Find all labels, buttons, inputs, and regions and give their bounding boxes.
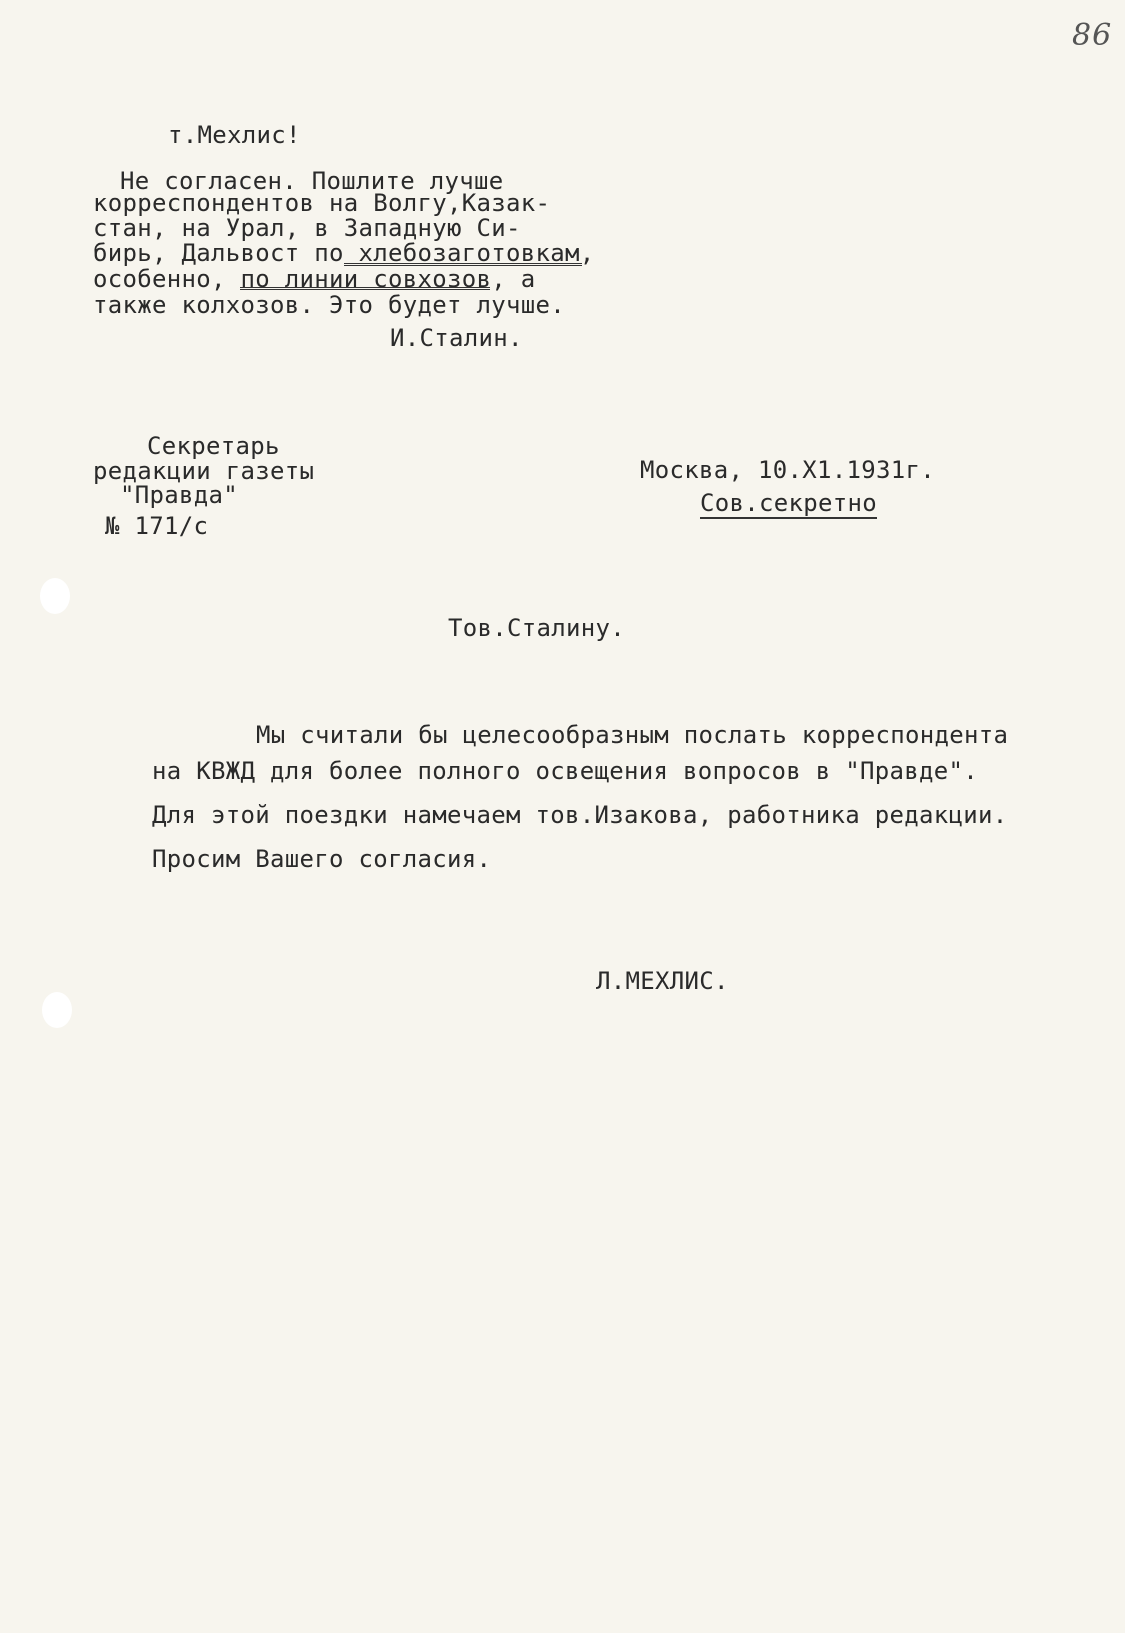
resolution-line-6: также колхозов. Это будет лучше. <box>93 291 565 319</box>
body-line-4: Просим Вашего согласия. <box>152 845 492 873</box>
body-line-1: Мы считали бы целесообразным послать корреспондента <box>256 721 1009 749</box>
underline-grain <box>344 263 582 266</box>
outgoing-number: № 171/с <box>105 512 209 540</box>
resolution-line-4-text: бирь, Дальвост по хлебозаготовкам, <box>93 239 595 267</box>
sender-line-3: "Правда" <box>120 481 238 509</box>
classification: Сов.секретно <box>700 489 877 517</box>
body-line-3: Для этой поездки намечаем тов.Изакова, работника редакции. <box>152 801 1008 829</box>
resolution-line-2: корреспондентов на Волгу,Казак- <box>93 189 551 217</box>
resolution-line-1: Не согласен. Пошлите лучше <box>120 167 504 195</box>
sender-line-1: Секретарь <box>147 432 280 460</box>
addressee: Тов.Сталину. <box>448 614 625 642</box>
resolution-salutation: т.Мехлис! <box>168 121 301 149</box>
punch-hole-top <box>40 578 70 614</box>
archive-page-number: 86 <box>1072 18 1113 53</box>
page-edge <box>1125 0 1146 1633</box>
signature: Л.МЕХЛИС. <box>596 967 729 995</box>
underline-sovkhoz <box>240 287 490 290</box>
resolution-line-3: стан, на Урал, в Западную Си- <box>93 214 521 242</box>
resolution-line-5: особенно, по линии совхозов, а <box>93 265 536 293</box>
sender-line-2: редакции газеты <box>93 457 315 485</box>
resolution-signature: И.Сталин. <box>390 324 523 352</box>
place-date: Москва, 10.Х1.1931г. <box>640 456 935 484</box>
body-line-2: на КВЖД для более полного освещения вопросов в "Правде". <box>152 757 978 785</box>
punch-hole-bottom <box>42 992 72 1028</box>
